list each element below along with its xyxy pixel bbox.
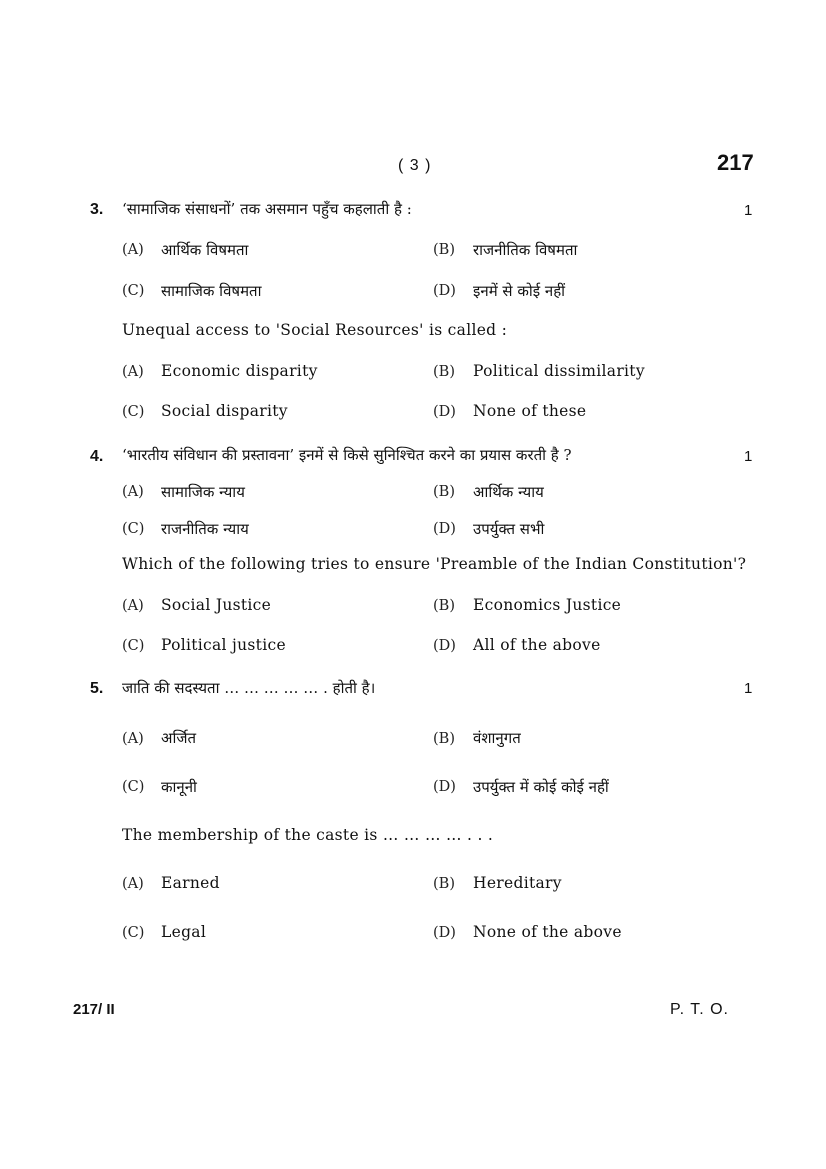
q5-hindi-option-c-text: कानूनी xyxy=(161,778,197,796)
q5-hindi-option-d-label: (D) xyxy=(433,779,456,795)
question-4-hindi: ‘भारतीय संविधान की प्रस्तावना’ इनमें से किसे सुनिश्चित करने का प्रयास करती है ? xyxy=(122,446,572,464)
q3-english-option-c-text: Social disparity xyxy=(161,402,288,420)
question-5-hindi: जाति की सदस्यता … … … … … . होती है। xyxy=(122,679,376,697)
q4-hindi-option-b-text: आर्थिक न्याय xyxy=(473,483,544,501)
q5-hindi-option-d-text: उपर्युक्त में कोई कोई नहीं xyxy=(473,778,609,796)
please-turn-over: P. T. O. xyxy=(670,1001,729,1018)
q4-english-option-c-text: Political justice xyxy=(161,636,286,654)
q3-english-option-a-label: (A) xyxy=(122,364,144,380)
q4-english-option-b-text: Economics Justice xyxy=(473,596,622,614)
q3-hindi-option-d-text: इनमें से कोई नहीं xyxy=(473,282,566,300)
footer-paper-code: 217/ II xyxy=(73,1001,115,1018)
q5-english-option-c-text: Legal xyxy=(161,923,207,941)
q3-hindi-option-a-label: (A) xyxy=(122,242,144,258)
q3-hindi-option-a-text: आर्थिक विषमता xyxy=(161,241,249,259)
q4-hindi-option-d-text: उपर्युक्त सभी xyxy=(473,520,545,538)
paper-code: 217 xyxy=(717,150,754,175)
q3-english-option-b-text: Political dissimilarity xyxy=(473,362,645,380)
q3-english-option-c-label: (C) xyxy=(122,404,145,420)
q4-english-option-c-label: (C) xyxy=(122,638,145,654)
question-3-hindi: ‘सामाजिक संसाधनों’ तक असमान पहुँच कहलाती है : xyxy=(122,200,412,218)
q4-hindi-option-d-label: (D) xyxy=(433,521,456,537)
q5-english-option-c-label: (C) xyxy=(122,925,145,941)
q3-hindi-option-b-label: (B) xyxy=(433,242,455,258)
question-3-marks: 1 xyxy=(744,202,753,219)
q3-english-option-a-text: Economic disparity xyxy=(161,362,318,380)
q5-english-option-a-text: Earned xyxy=(161,874,220,892)
q4-hindi-option-c-label: (C) xyxy=(122,521,145,537)
q5-hindi-option-a-text: अर्जित xyxy=(161,729,197,747)
question-4-marks: 1 xyxy=(744,448,753,465)
q4-english-option-d-text: All of the above xyxy=(473,636,601,654)
q3-english-option-d-label: (D) xyxy=(433,404,456,420)
q5-english-option-d-label: (D) xyxy=(433,925,456,941)
q3-hindi-option-c-label: (C) xyxy=(122,283,145,299)
q5-english-option-b-label: (B) xyxy=(433,876,455,892)
q5-hindi-option-b-text: वंशानुगत xyxy=(473,729,521,747)
q3-english-option-d-text: None of these xyxy=(473,402,587,420)
q3-hindi-option-c-text: सामाजिक विषमता xyxy=(161,282,262,300)
question-4-number: 4. xyxy=(90,448,104,465)
question-4-english: Which of the following tries to ensure 'Preamble of the Indian Constitution'? xyxy=(122,555,747,573)
q3-hindi-option-d-label: (D) xyxy=(433,283,456,299)
question-5-number: 5. xyxy=(90,680,104,697)
q5-english-option-d-text: None of the above xyxy=(473,923,622,941)
q4-hindi-option-a-label: (A) xyxy=(122,484,144,500)
q4-hindi-option-a-text: सामाजिक न्याय xyxy=(161,483,245,501)
q4-english-option-d-label: (D) xyxy=(433,638,456,654)
question-3-english: Unequal access to 'Social Resources' is called : xyxy=(122,321,508,339)
q3-hindi-option-b-text: राजनीतिक विषमता xyxy=(473,241,578,259)
q4-english-option-b-label: (B) xyxy=(433,598,455,614)
q4-english-option-a-text: Social Justice xyxy=(161,596,272,614)
q3-english-option-b-label: (B) xyxy=(433,364,455,380)
question-5-english: The membership of the caste is … … … … . . . xyxy=(122,826,494,844)
page-number: ( 3 ) xyxy=(398,157,432,174)
q5-hindi-option-c-label: (C) xyxy=(122,779,145,795)
q4-english-option-a-label: (A) xyxy=(122,598,144,614)
q5-hindi-option-b-label: (B) xyxy=(433,731,455,747)
q4-hindi-option-b-label: (B) xyxy=(433,484,455,500)
question-5-marks: 1 xyxy=(744,680,753,697)
q5-english-option-a-label: (A) xyxy=(122,876,144,892)
q5-hindi-option-a-label: (A) xyxy=(122,731,144,747)
q5-english-option-b-text: Hereditary xyxy=(473,874,562,892)
question-3-number: 3. xyxy=(90,201,104,218)
q4-hindi-option-c-text: राजनीतिक न्याय xyxy=(161,520,249,538)
